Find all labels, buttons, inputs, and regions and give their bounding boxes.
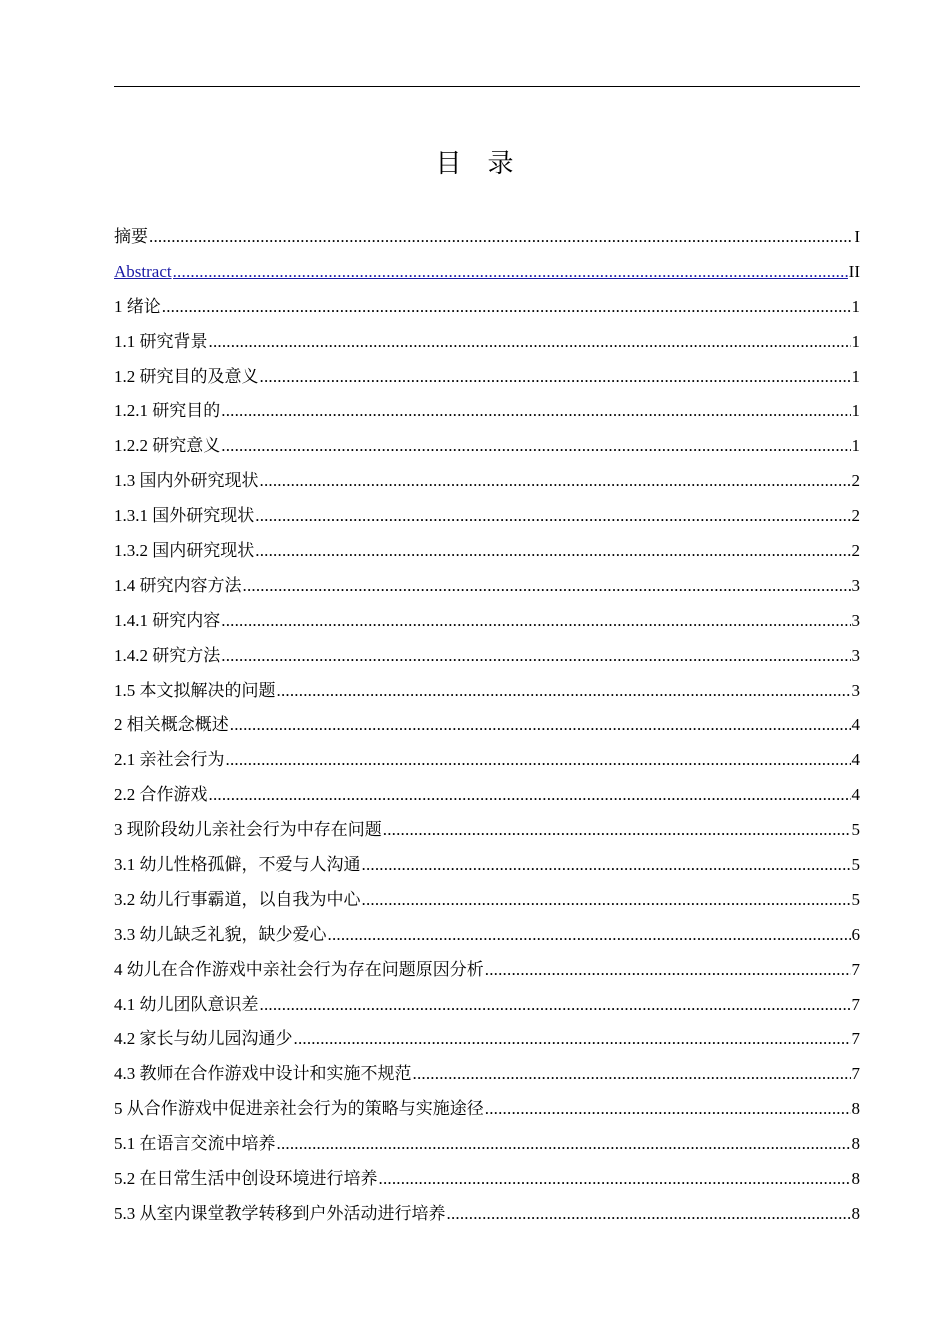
toc-entry-label: 摘要 bbox=[114, 227, 148, 246]
toc-entry[interactable] bbox=[114, 394, 860, 429]
toc-entry-label: 1.3 国内外研究现状 bbox=[114, 471, 259, 491]
toc-entry-page-number: 7 bbox=[851, 959, 860, 979]
toc-entry[interactable] bbox=[114, 674, 860, 709]
toc-entry-label: 1.4.1 研究内容 bbox=[114, 610, 221, 630]
toc-entry-label: 4 幼儿在合作游戏中亲社会行为存在问题原因分析 bbox=[114, 959, 484, 979]
toc-entry-page-number: 4 bbox=[851, 715, 860, 735]
toc-entry-page-number: 5 bbox=[851, 820, 860, 840]
toc-entry[interactable] bbox=[114, 1092, 860, 1127]
toc-dot-leader bbox=[221, 394, 850, 429]
toc-dot-leader bbox=[162, 290, 851, 325]
toc-dot-leader bbox=[277, 674, 851, 709]
toc-dot-leader bbox=[413, 1057, 851, 1092]
toc-dot-leader bbox=[226, 743, 851, 778]
toc-entry-page-number: 8 bbox=[851, 1169, 860, 1189]
toc-dot-leader bbox=[328, 918, 851, 953]
toc-entry-label: 1.1 研究背景 bbox=[114, 331, 208, 351]
toc-dot-leader bbox=[209, 778, 851, 813]
toc-entry[interactable] bbox=[114, 639, 860, 674]
toc-dot-leader bbox=[379, 1162, 851, 1197]
toc-dot-leader bbox=[230, 708, 851, 743]
toc-entry-page-number: 7 bbox=[851, 1029, 860, 1049]
toc-entry-page-number: 1 bbox=[851, 366, 860, 386]
toc-entry-page-number: 1 bbox=[851, 401, 860, 421]
toc-entry[interactable] bbox=[114, 743, 860, 778]
toc-entry-label: 3.1 幼儿性格孤僻，不爱与人沟通 bbox=[114, 855, 361, 875]
toc-dot-leader bbox=[294, 1022, 851, 1057]
toc-entry[interactable] bbox=[114, 604, 860, 639]
toc-entry-page-number: 8 bbox=[851, 1134, 860, 1154]
toc-dot-leader bbox=[447, 1197, 851, 1232]
toc-entry[interactable] bbox=[114, 325, 860, 360]
toc-dot-leader bbox=[362, 883, 851, 918]
toc-dot-leader bbox=[277, 1127, 851, 1162]
toc-entry-label: 2 相关概念概述 bbox=[114, 715, 229, 735]
toc-entry-page-number: 5 bbox=[851, 889, 860, 909]
toc-entry-label: 2.2 合作游戏 bbox=[114, 785, 208, 805]
toc-entry-page-number: 1 bbox=[851, 436, 860, 456]
toc-entry[interactable] bbox=[114, 883, 860, 918]
toc-entry[interactable] bbox=[114, 569, 860, 604]
toc-entry-label: 1.3.1 国外研究现状 bbox=[114, 506, 255, 526]
toc-entry-label: Abstract bbox=[114, 261, 172, 281]
toc-entry[interactable] bbox=[114, 988, 860, 1023]
toc-entry[interactable] bbox=[114, 1022, 860, 1057]
toc-entry-label: 1.3.2 国内研究现状 bbox=[114, 541, 255, 561]
table-of-contents bbox=[114, 220, 860, 1232]
toc-entry[interactable] bbox=[114, 778, 860, 813]
toc-dot-leader bbox=[221, 604, 850, 639]
toc-entry-page-number: 2 bbox=[851, 541, 860, 561]
toc-entry[interactable] bbox=[114, 360, 860, 395]
toc-entry-page-number: 2 bbox=[851, 471, 860, 491]
toc-dot-leader bbox=[221, 639, 850, 674]
toc-entry[interactable] bbox=[114, 429, 860, 464]
toc-entry-label: 4.2 家长与幼儿园沟通少 bbox=[114, 1029, 293, 1049]
toc-entry[interactable] bbox=[114, 1162, 860, 1197]
toc-entry-page-number: I bbox=[854, 227, 860, 246]
toc-entry-label: 1.2.1 研究目的 bbox=[114, 401, 221, 421]
toc-dot-leader bbox=[485, 1092, 851, 1127]
toc-entry-page-number: 3 bbox=[851, 680, 860, 700]
toc-entry-page-number: 4 bbox=[851, 750, 860, 770]
toc-dot-leader bbox=[362, 848, 851, 883]
toc-entry-label: 1.4 研究内容方法 bbox=[114, 575, 242, 595]
toc-dot-leader bbox=[260, 464, 851, 499]
toc-entry-label: 5.2 在日常生活中创设环境进行培养 bbox=[114, 1169, 378, 1189]
toc-entry-label: 4.3 教师在合作游戏中设计和实施不规范 bbox=[114, 1064, 412, 1084]
toc-entry-page-number: 8 bbox=[851, 1099, 860, 1119]
toc-dot-leader bbox=[383, 813, 851, 848]
toc-entry-label: 1.2 研究目的及意义 bbox=[114, 366, 259, 386]
toc-entry-page-number: 1 bbox=[851, 331, 860, 351]
toc-dot-leader bbox=[149, 220, 853, 255]
toc-entry-page-number: 3 bbox=[851, 610, 860, 630]
toc-entry[interactable] bbox=[114, 255, 860, 290]
toc-dot-leader bbox=[255, 534, 850, 569]
toc-entry-page-number: 1 bbox=[851, 296, 860, 316]
toc-dot-leader bbox=[243, 569, 851, 604]
toc-entry[interactable] bbox=[114, 1057, 860, 1092]
toc-entry-page-number: 7 bbox=[851, 994, 860, 1014]
toc-entry[interactable] bbox=[114, 813, 860, 848]
toc-entry-label: 5.1 在语言交流中培养 bbox=[114, 1134, 276, 1154]
toc-entry[interactable] bbox=[114, 918, 860, 953]
toc-entry-page-number: 3 bbox=[851, 575, 860, 595]
toc-entry-page-number: 4 bbox=[851, 785, 860, 805]
toc-entry-page-number: 8 bbox=[851, 1203, 860, 1223]
toc-entry[interactable] bbox=[114, 1197, 860, 1232]
toc-entry-label: 1 绪论 bbox=[114, 296, 161, 316]
toc-entry-page-number: II bbox=[848, 261, 860, 281]
toc-entry[interactable] bbox=[114, 708, 860, 743]
toc-entry-label: 2.1 亲社会行为 bbox=[114, 750, 225, 770]
toc-entry-page-number: 6 bbox=[851, 924, 860, 944]
toc-dot-leader bbox=[209, 325, 851, 360]
toc-entry-label: 3 现阶段幼儿亲社会行为中存在问题 bbox=[114, 820, 382, 840]
toc-entry-label: 1.5 本文拟解决的问题 bbox=[114, 680, 276, 700]
toc-entry-label: 3.3 幼儿缺乏礼貌，缺少爱心 bbox=[114, 924, 327, 944]
toc-entry-page-number: 3 bbox=[851, 645, 860, 665]
toc-entry-page-number: 2 bbox=[851, 506, 860, 526]
header-rule bbox=[114, 86, 860, 87]
toc-entry-label: 1.2.2 研究意义 bbox=[114, 436, 221, 456]
toc-entry-label: 5.3 从室内课堂教学转移到户外活动进行培养 bbox=[114, 1203, 446, 1223]
toc-dot-leader bbox=[260, 988, 851, 1023]
toc-entry-label: 1.4.2 研究方法 bbox=[114, 645, 221, 665]
toc-dot-leader bbox=[255, 499, 850, 534]
toc-dot-leader bbox=[221, 429, 850, 464]
toc-entry[interactable] bbox=[114, 848, 860, 883]
toc-entry-label: 5 从合作游戏中促进亲社会行为的策略与实施途径 bbox=[114, 1099, 484, 1119]
page-title: 目录 bbox=[435, 149, 540, 179]
toc-entry[interactable] bbox=[114, 290, 860, 325]
toc-entry-page-number: 7 bbox=[851, 1064, 860, 1084]
toc-dot-leader bbox=[485, 953, 851, 988]
toc-entry-label: 4.1 幼儿团队意识差 bbox=[114, 994, 259, 1014]
toc-entry-page-number: 5 bbox=[851, 855, 860, 875]
toc-entry[interactable] bbox=[114, 220, 860, 255]
toc-entry[interactable] bbox=[114, 499, 860, 534]
toc-entry-label: 3.2 幼儿行事霸道，以自我为中心 bbox=[114, 889, 361, 909]
toc-entry[interactable] bbox=[114, 1127, 860, 1162]
toc-entry[interactable] bbox=[114, 953, 860, 988]
toc-dot-leader bbox=[260, 360, 851, 395]
toc-dot-leader bbox=[173, 255, 848, 290]
toc-entry[interactable] bbox=[114, 534, 860, 569]
toc-entry[interactable] bbox=[114, 464, 860, 499]
